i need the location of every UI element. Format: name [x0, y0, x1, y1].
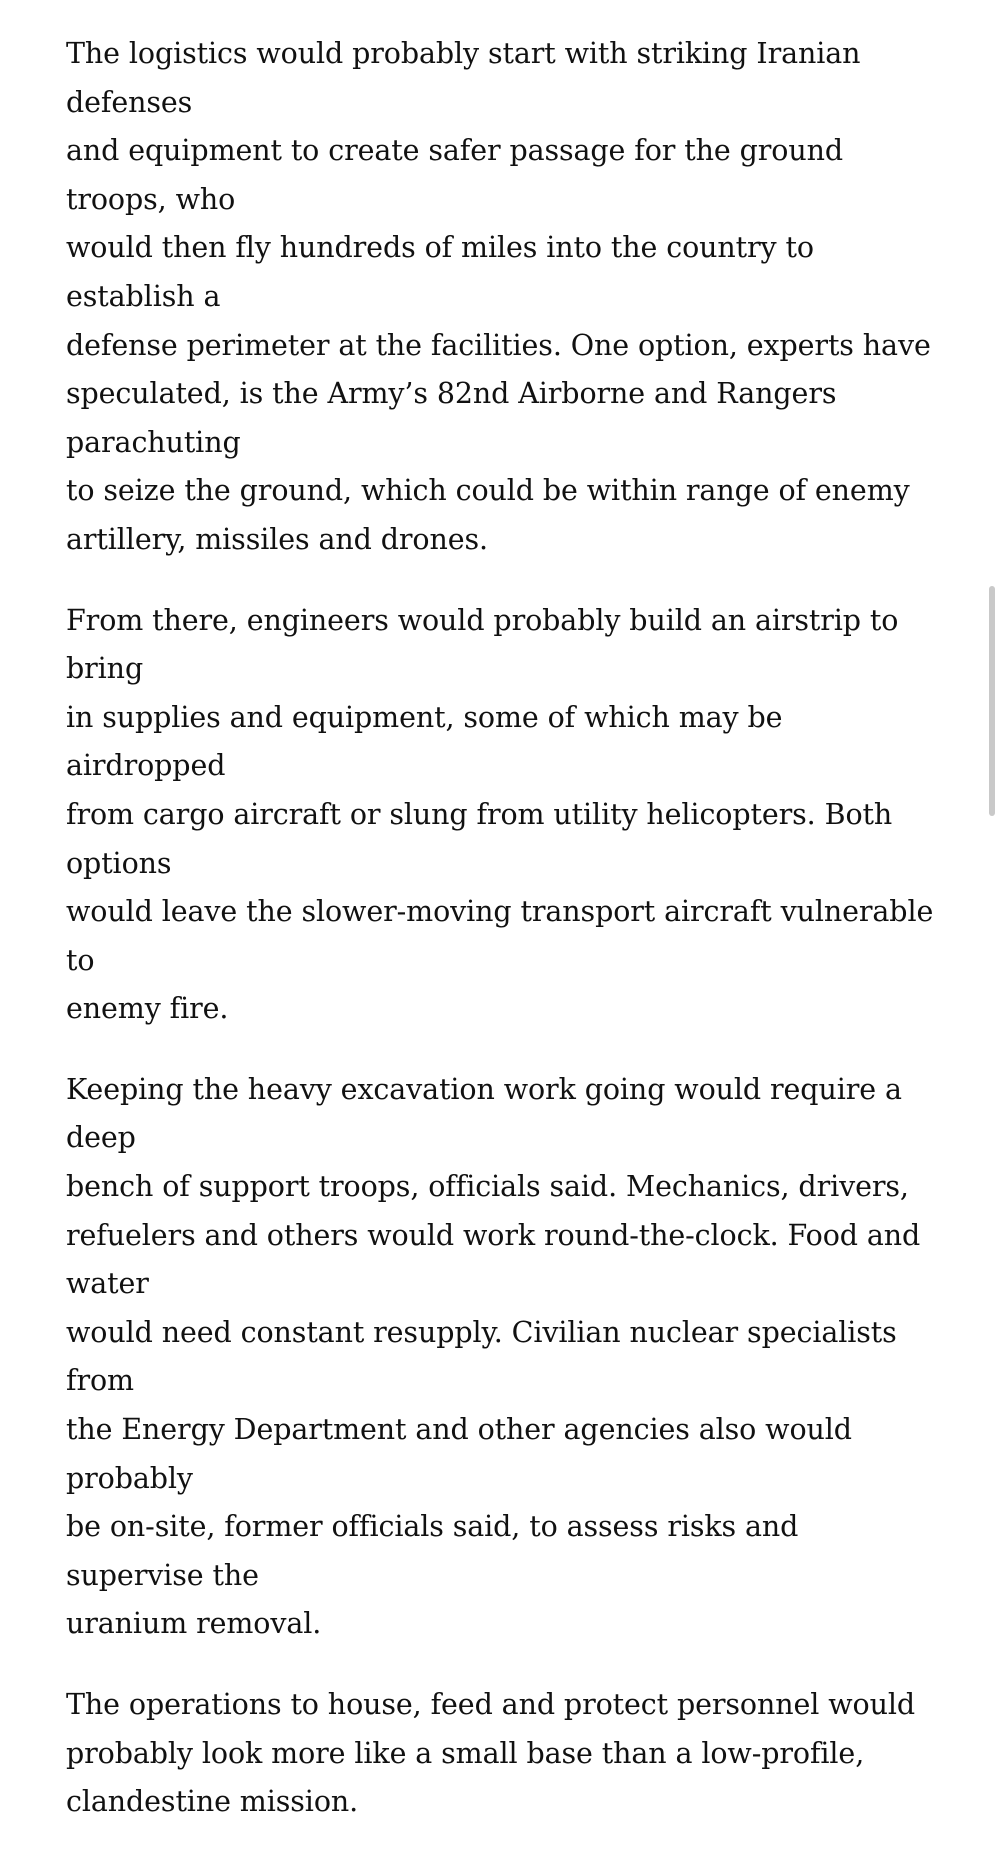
vertical-scrollbar[interactable]: [989, 586, 995, 816]
article-body: [66, 30, 936, 1859]
paragraph-operations: The operations to house, feed and protect personnel would probably look more like a small base than a low-profile, clandestine mission.: [66, 1688, 915, 1819]
paragraph-support-troops: Keeping the heavy excavation work going would require a deep bench of support troops, officials said. Mechanics, drivers, refuelers and others would work round-the-clock. Food and water would need constant resupply. Civilian nuclear specialists from the Energy Department and other agencies also would probably be on-site, former officials said, to assess risks and supervise the uranium removal.: [66, 1072, 921, 1641]
paragraph-logistics: The logistics would probably start with striking Iranian defenses and equipment to create safer passage for the ground troops, who would then fly hundreds of miles into the country to establish a defense perimeter at the facilities. One option, experts have speculated, is the Army’s 82nd Airborne and Rangers parachuting to seize the ground, which could be within range of enemy artillery, missiles and drones.: [66, 37, 931, 556]
paragraph-airstrip: From there, engineers would probably build an airstrip to bring in supplies and equipment, some of which may be airdropped from cargo aircraft or slung from utility helicopters. Both options would leave the slower-moving transport aircraft vulnerable to enemy fire.: [66, 603, 934, 1026]
